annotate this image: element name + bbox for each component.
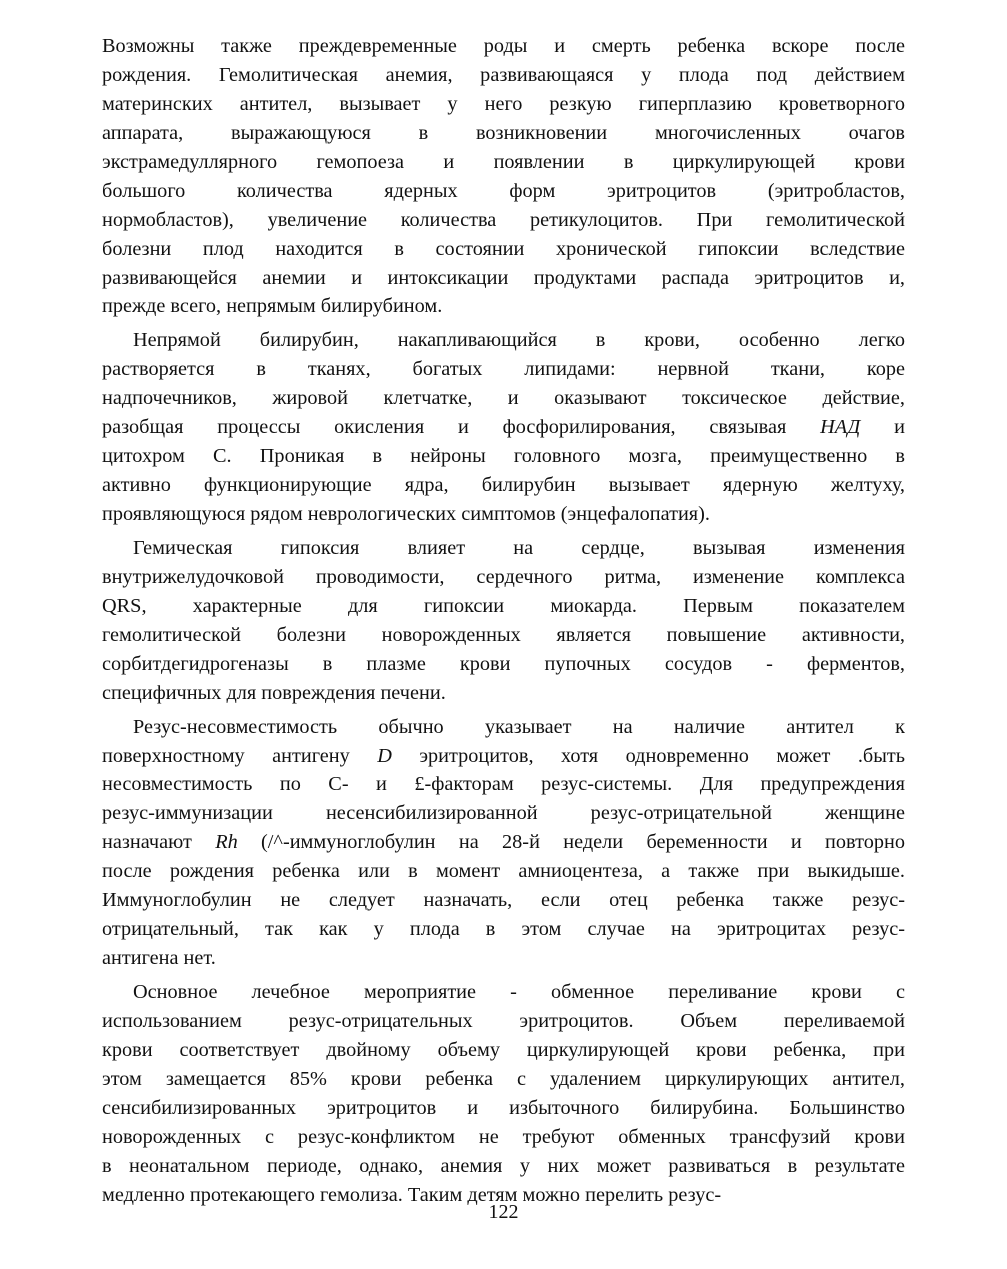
text-line: QRS, характерные для гипоксии миокарда. Первым показателем [102,594,905,617]
page-number: 122 [488,1201,519,1223]
text-line: несовместимость по С- и £-факторам резус-системы. Для предупреждения [102,773,905,796]
text-line: проявляющуюся рядом неврологических симптомов (энцефалопатия). [102,503,710,525]
text-line: резус-иммунизации несенсибилизированной резус-отрицательной женщине [102,802,905,825]
text-line: крови соответствует двойному объему циркулирующей крови ребенка, при [102,1038,905,1061]
text-line: этом замещается 85% крови ребенка с удалением циркулирующих антител, [102,1067,905,1090]
text-line: большого количества ядерных форм эритроцитов (эритробластов, [102,179,905,202]
text-line: антигена нет. [102,947,216,970]
text-line: специфичных для повреждения печени. [102,681,446,704]
text-line: гемолитической болезни новорожденных является повышение активности, [102,623,905,646]
text-line: Непрямой билирубин, накапливающийся в крови, особенно легко [133,329,905,352]
text-line: сорбитдегидрогеназы в плазме крови пупочных сосудов - ферментов, [102,652,905,675]
text-line: материнских антител, вызывает у него резкую гиперплазию кроветворного [102,92,905,115]
body-text [102,32,905,1215]
text-line: надпочечников, жировой клетчатке, и оказывают токсическое действие, [102,387,905,410]
text-line: медленно протекающего гемолиза. Таким детям можно перелить резус- [102,1183,722,1206]
text-line: новорожденных с резус-конфликтом не требуют обменных трансфузий крови [102,1125,905,1148]
text-line: рождения. Гемолитическая анемия, развивающаяся у плода под действием [102,63,905,86]
paragraph [102,978,905,1210]
text-line: развивающейся анемии и интоксикации продуктами распада эритроцитов и, [102,266,905,289]
paragraph [102,534,905,708]
text-line: сенсибилизированных эритроцитов и избыточного билирубина. Большинство [102,1096,905,1119]
text-line: Резус-несовместимость обычно указывает на наличие антител к [133,715,905,738]
text-line: экстрамедуллярного гемопоеза и появлении в циркулирующей крови [102,150,905,173]
text-line: активно функционирующие ядра, билирубин вызывает ядерную желтуху, [102,474,905,497]
text-line: внутрижелудочковой проводимости, сердечного ритма, изменение комплекса [102,565,905,588]
paragraph [102,713,905,973]
paragraph [102,32,905,321]
text-line: аппарата, выражающуюся в возникновении многочисленных очагов [102,121,905,144]
text-line: цитохром С. Проникая в нейроны головного мозга, преимущественно в [102,445,905,468]
text-line: в неонатальном периоде, однако, анемия у них может развиваться в результате [102,1154,905,1177]
text-line: прежде всего, непрямым билирубином. [102,295,443,318]
text-line: Гемическая гипоксия влияет на сердце, вызывая изменения [133,536,905,559]
text-line: Основное лечебное мероприятие - обменное переливание крови с [133,981,905,1003]
text-line: болезни плод находится в состоянии хронической гипоксии вследствие [102,237,905,260]
text-line: поверхностному антигену D эритроцитов, хотя одновременно может .быть [102,744,905,767]
text-line: после рождения ребенка или в момент амниоцентеза, а также при выкидыше. [102,860,905,883]
paragraph [102,326,905,529]
text-line: растворяется в тканях, богатых липидами: нервной ткани, коре [102,358,905,381]
text-line: Иммуноглобулин не следует назначать, если отец ребенка также резус- [102,889,905,912]
text-line: использованием резус-отрицательных эритроцитов. Объем переливаемой [102,1009,905,1032]
text-line: назначают Rh (/^-иммуноглобулин на 28-й недели беременности и повторно [102,831,905,854]
text-line: нормобластов), увеличение количества ретикулоцитов. При гемолитической [102,208,905,231]
text-line: разобщая процессы окисления и фосфорилирования, связывая НАД и [102,416,905,439]
text-line: отрицательный, так как у плода в этом случае на эритроцитах резус- [102,918,905,941]
text-line: Возможны также преждевременные роды и смерть ребенка вскоре после [102,35,905,57]
